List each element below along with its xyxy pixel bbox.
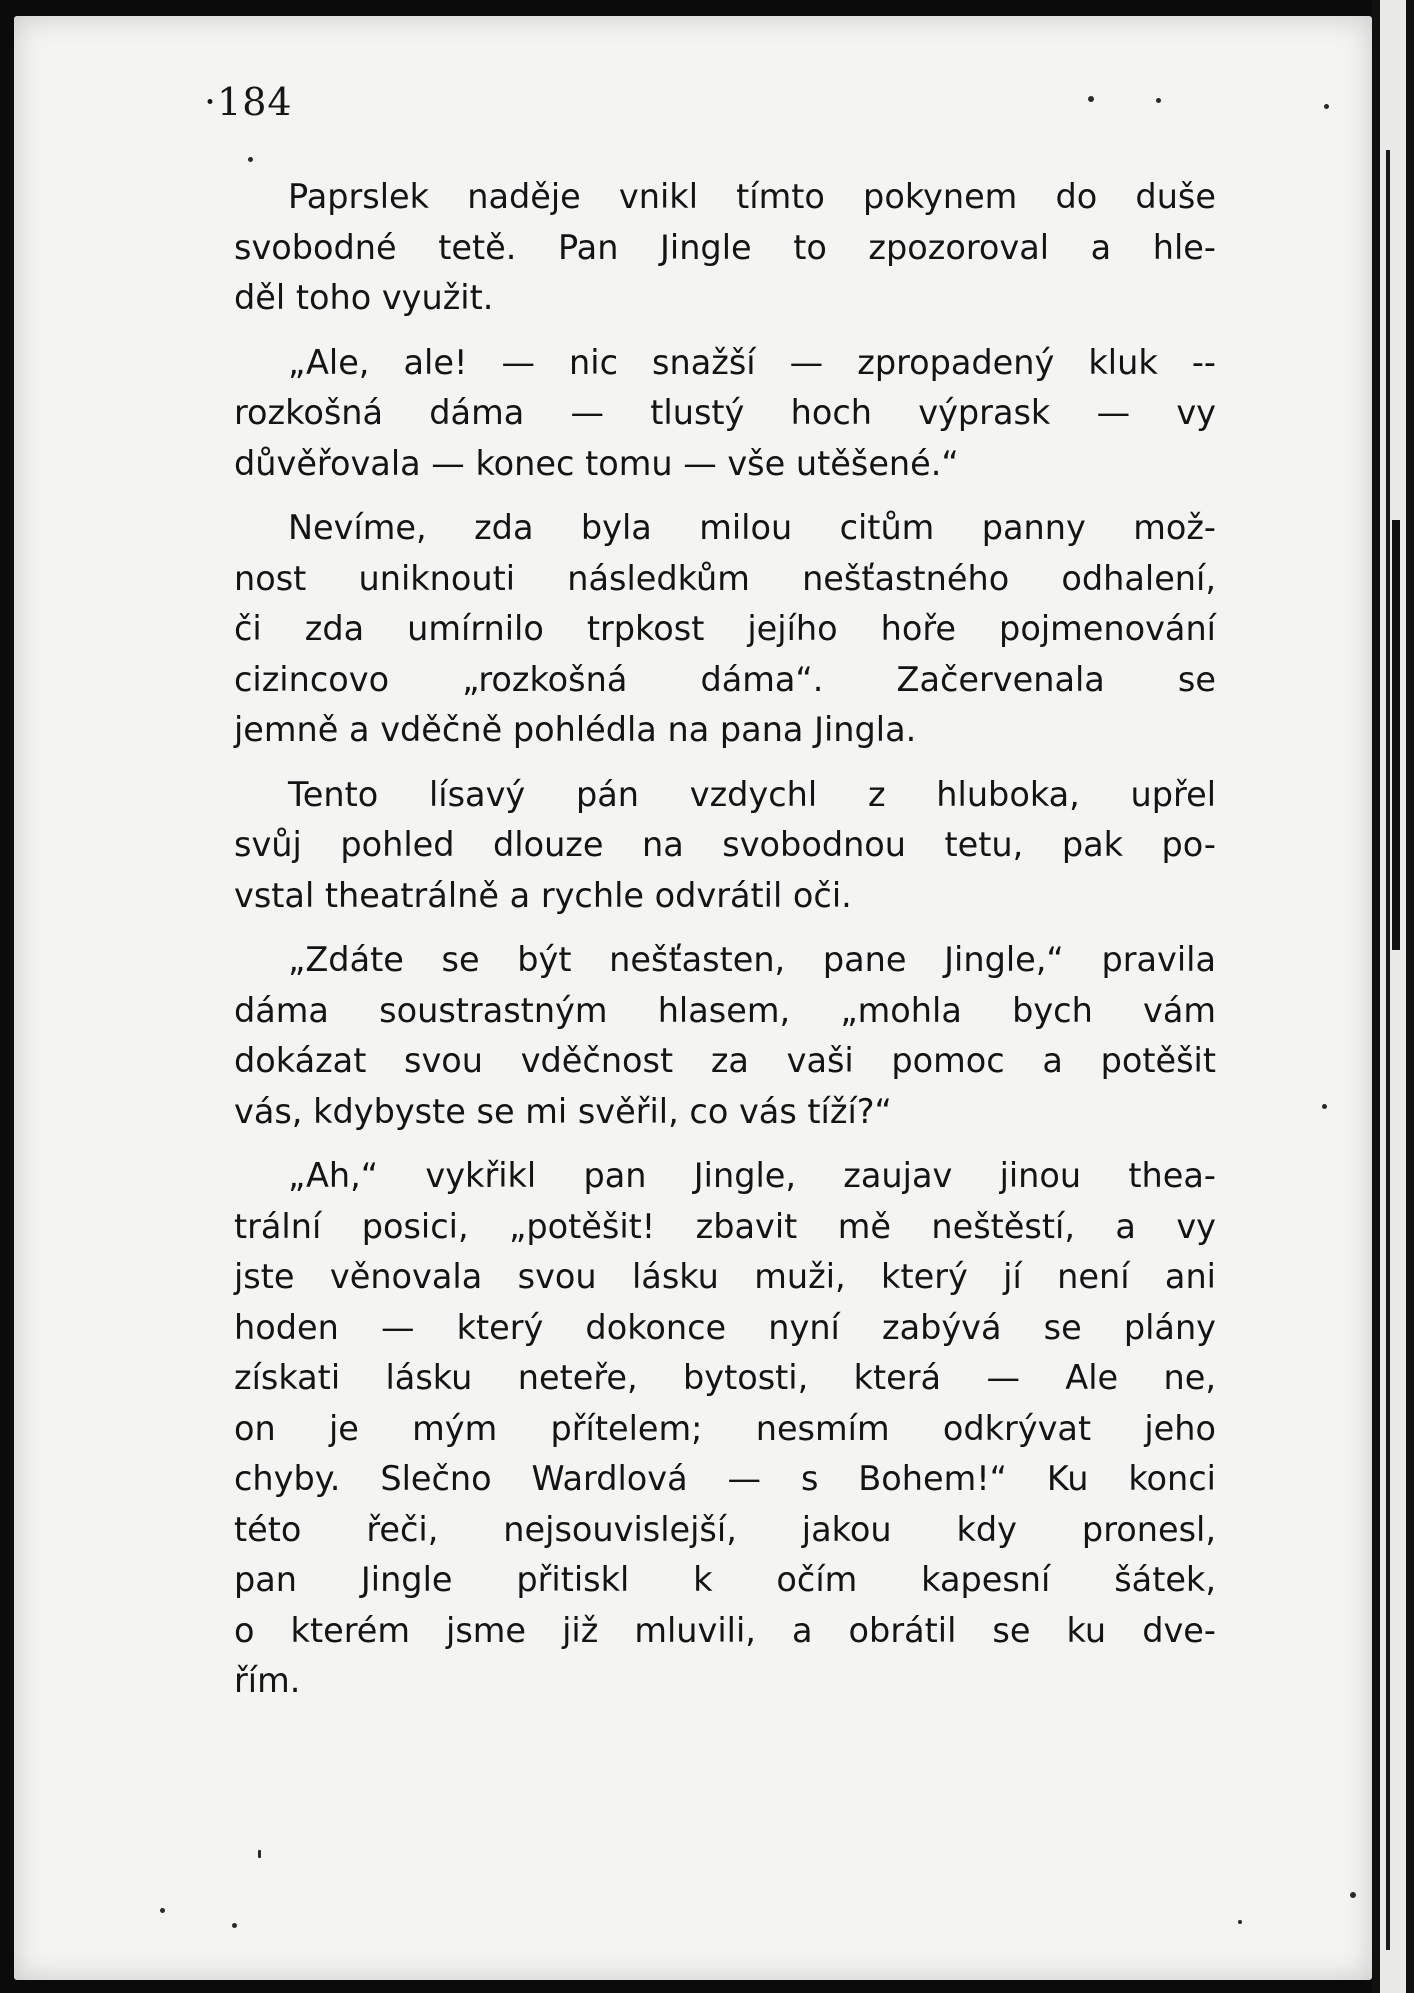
spine-line [1386,150,1390,1950]
scan-speck [1324,104,1329,109]
text-line: jemně a vděčně pohlédla na pana Jingla. [234,710,917,749]
text-line: Tento lísavý pán vzdychl z hluboka, upřel [288,774,1216,814]
text-line: jste věnovala svou lásku muži, který jí není ani [234,1257,1216,1296]
text-line: hoden — který dokonce nyní zabývá se plány [234,1307,1216,1347]
scan-speck [1350,1892,1356,1898]
text-line: „Zdáte se být nešťasten, pane Jingle,“ pravila [288,940,1216,979]
book-spine-edge [1372,0,1414,1993]
body-text [234,172,1216,1721]
scan-speck [1088,96,1094,102]
text-line: dokázat svou vděčnost za vaši pomoc a potěšit [234,1041,1216,1080]
text-line: trální posici, „potěšit! zbavit mě neštěstí, a vy [234,1206,1216,1246]
text-line: svobodné tetě. Pan Jingle to zpozoroval a hle- [234,227,1216,267]
text-line: „Ah,“ vykřikl pan Jingle, zaujav jinou thea- [288,1156,1216,1195]
text-line: získati lásku neteře, bytosti, která — Ale ne, [234,1358,1216,1397]
spine-shadow [1392,520,1400,950]
scan-speck [1322,1104,1327,1109]
text-line: rozkošná dáma — tlustý hoch výprask — vy [234,393,1216,432]
paragraph [234,172,1216,324]
paragraph [234,338,1216,490]
paragraph [234,935,1216,1137]
text-line: cizincovo „rozkošná dáma“. Začervenala se [234,659,1216,699]
text-line: on je mým přítelem; nesmím odkrývat jeho [234,1408,1216,1448]
text-line: Paprslek naděje vnikl tímto pokynem do duše [288,177,1216,216]
paragraph [234,1151,1216,1707]
text-line: či zda umírnilo trpkost jejího hoře pojmenování [234,609,1216,648]
scan-speck [232,1923,237,1928]
text-line: Nevíme, zda byla milou citům panny mož- [288,508,1216,547]
scan-speck [1156,98,1161,103]
scan-speck [248,157,253,162]
scan-speck [1238,1920,1242,1924]
page-number: ·184 [204,80,293,124]
text-line: pan Jingle přitiskl k očím kapesní šátek, [234,1560,1216,1599]
scan-speck [160,1908,165,1913]
paragraph [234,770,1216,922]
text-line: dáma soustrastným hlasem, „mohla bych vám [234,990,1216,1030]
text-line: nost uniknouti následkům nešťastného odhalení, [234,558,1216,598]
scan-speck [258,1850,261,1858]
text-line: důvěřovala — konec tomu — vše utěšené.“ [234,443,959,483]
text-line: vstal theatrálně a rychle odvrátil oči. [234,875,852,915]
text-line: o kterém jsme již mluvili, a obrátil se ku dve- [234,1610,1216,1650]
paragraph [234,503,1216,756]
text-line: řím. [234,1661,301,1700]
text-line: vás, kdybyste se mi svěřil, co vás tíží?“ [234,1091,892,1131]
text-line: svůj pohled dlouze na svobodnou tetu, pak po- [234,825,1216,864]
adjacent-page-edge [1380,0,1406,1993]
text-line: děl toho využit. [234,278,494,317]
text-line: „Ale, ale! — nic snažší — zpropadený kluk -- [288,342,1216,382]
text-line: chyby. Slečno Wardlová — s Bohem!“ Ku konci [234,1459,1216,1498]
text-line: této řeči, nejsouvislejší, jakou kdy pronesl, [234,1509,1216,1549]
